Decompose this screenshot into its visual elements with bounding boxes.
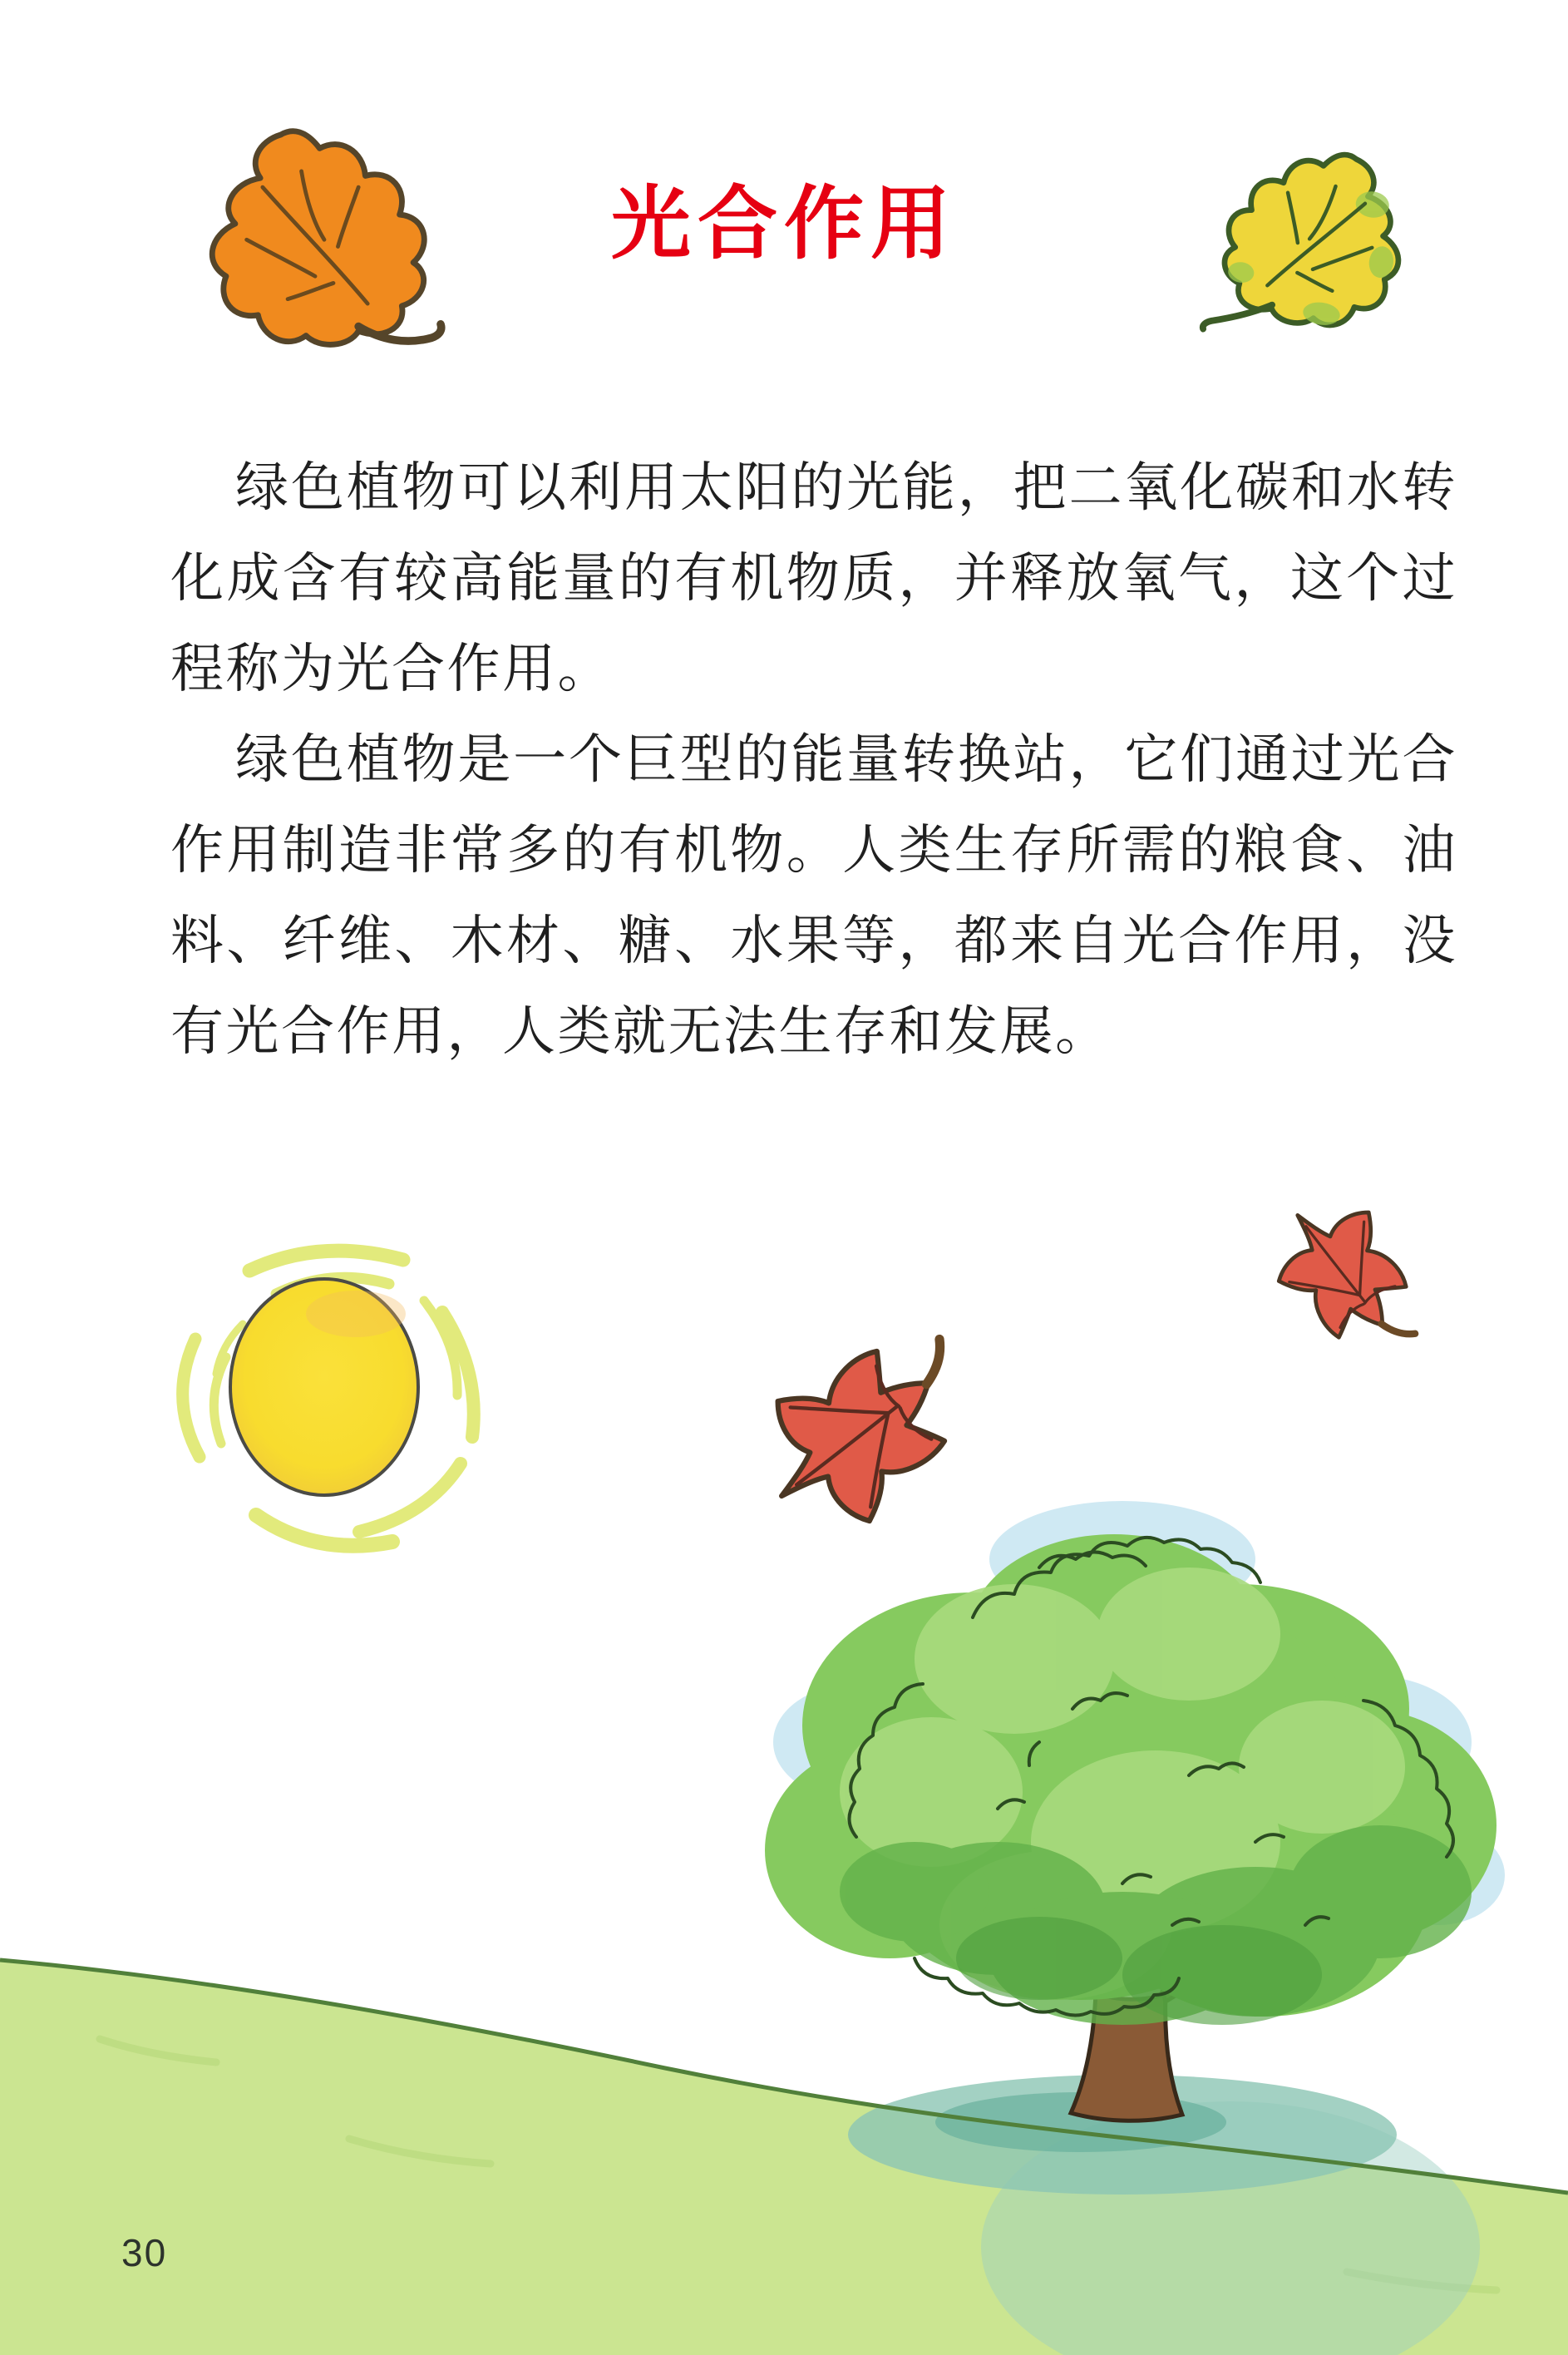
red-maple-leaf-large [703,1264,1035,1597]
maple-leaf-stem [1382,1311,1416,1346]
paragraph-1: 绿色植物可以利用太阳的光能，把二氧化碳和水转化成含有较高能量的有机物质，并释放氧气，这个过程称为光合作用。 [170,457,1457,699]
maple-leaf-stem [910,1340,956,1385]
paragraph-2: 绿色植物是一个巨型的能量转换站，它们通过光合作用制造非常多的有机物。人类生存所需的粮食、油料、纤维、木材、糖、水果等，都来自光合作用，没有光合作用，人类就无法生存和发展。 [170,729,1457,1061]
article-text [170,442,1457,1077]
page-number: 30 [121,2231,168,2274]
yellow-oak-leaf [1197,125,1420,366]
red-maple-leaf-small [1222,1156,1472,1405]
sun-illustration [150,1214,532,1597]
sun-highlight [306,1291,406,1337]
oak-leaf-blade [212,131,424,345]
page-title: 光合作用 [611,180,957,269]
orange-oak-leaf [187,116,461,368]
